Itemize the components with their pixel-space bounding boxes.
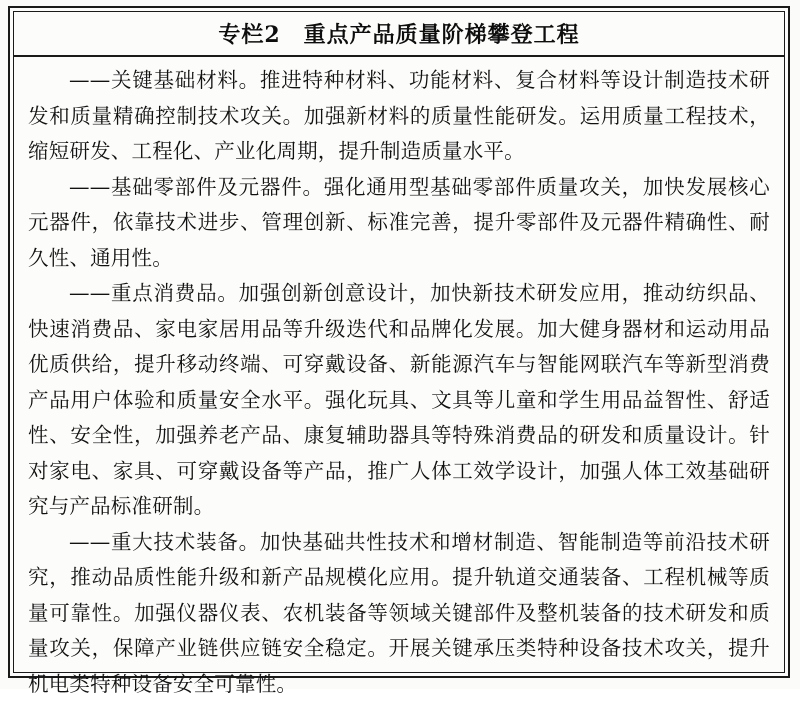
- paragraph: ——重大技术装备。加快基础共性技术和增材制造、智能制造等前沿技术研究，推动品质性能升级和新产品规模化应用。提升轨道交通装备、工程机械等质量可靠性。加强仪器仪表、农机装备等领域关键部件及整机装备的技术研发和质量攻关，保障产业链供应链安全稳定。开展关键承压类特种设备技术攻关，提升机电类特种设备安全可靠性。: [28, 525, 770, 702]
- paragraph: ——基础零部件及元器件。强化通用型基础零部件质量攻关，加快发展核心元器件，依靠技术进步、管理创新、标准完善，提升零部件及元器件精确性、耐久性、通用性。: [28, 170, 770, 277]
- feature-box-inner: [13, 11, 785, 673]
- paragraph: ——重点消费品。加强创新创意设计，加快新技术研发应用，推动纺织品、快速消费品、家电家居用品等升级迭代和品牌化发展。加大健身器材和运动用品优质供给，提升移动终端、可穿戴设备、新能源汽车与智能网联汽车等新型消费产品用户体验和质量安全水平。强化玩具、文具等儿童和学生用品益智性、舒适性、安全性，加强养老产品、康复辅助器具等特殊消费品的研发和质量设计。针对家电、家具、可穿戴设备等产品，推广人体工效学设计，加强人体工效基础研究与产品标准研制。: [28, 276, 770, 525]
- box-body: [14, 57, 784, 702]
- feature-box: [8, 6, 790, 678]
- paragraph: ——关键基础材料。推进特种材料、功能材料、复合材料等设计制造技术研发和质量精确控制技术攻关。加强新材料的质量性能研发。运用质量工程技术，缩短研发、工程化、产业化周期，提升制造质量水平。: [28, 63, 770, 170]
- box-title: 专栏2 重点产品质量阶梯攀登工程: [14, 12, 784, 51]
